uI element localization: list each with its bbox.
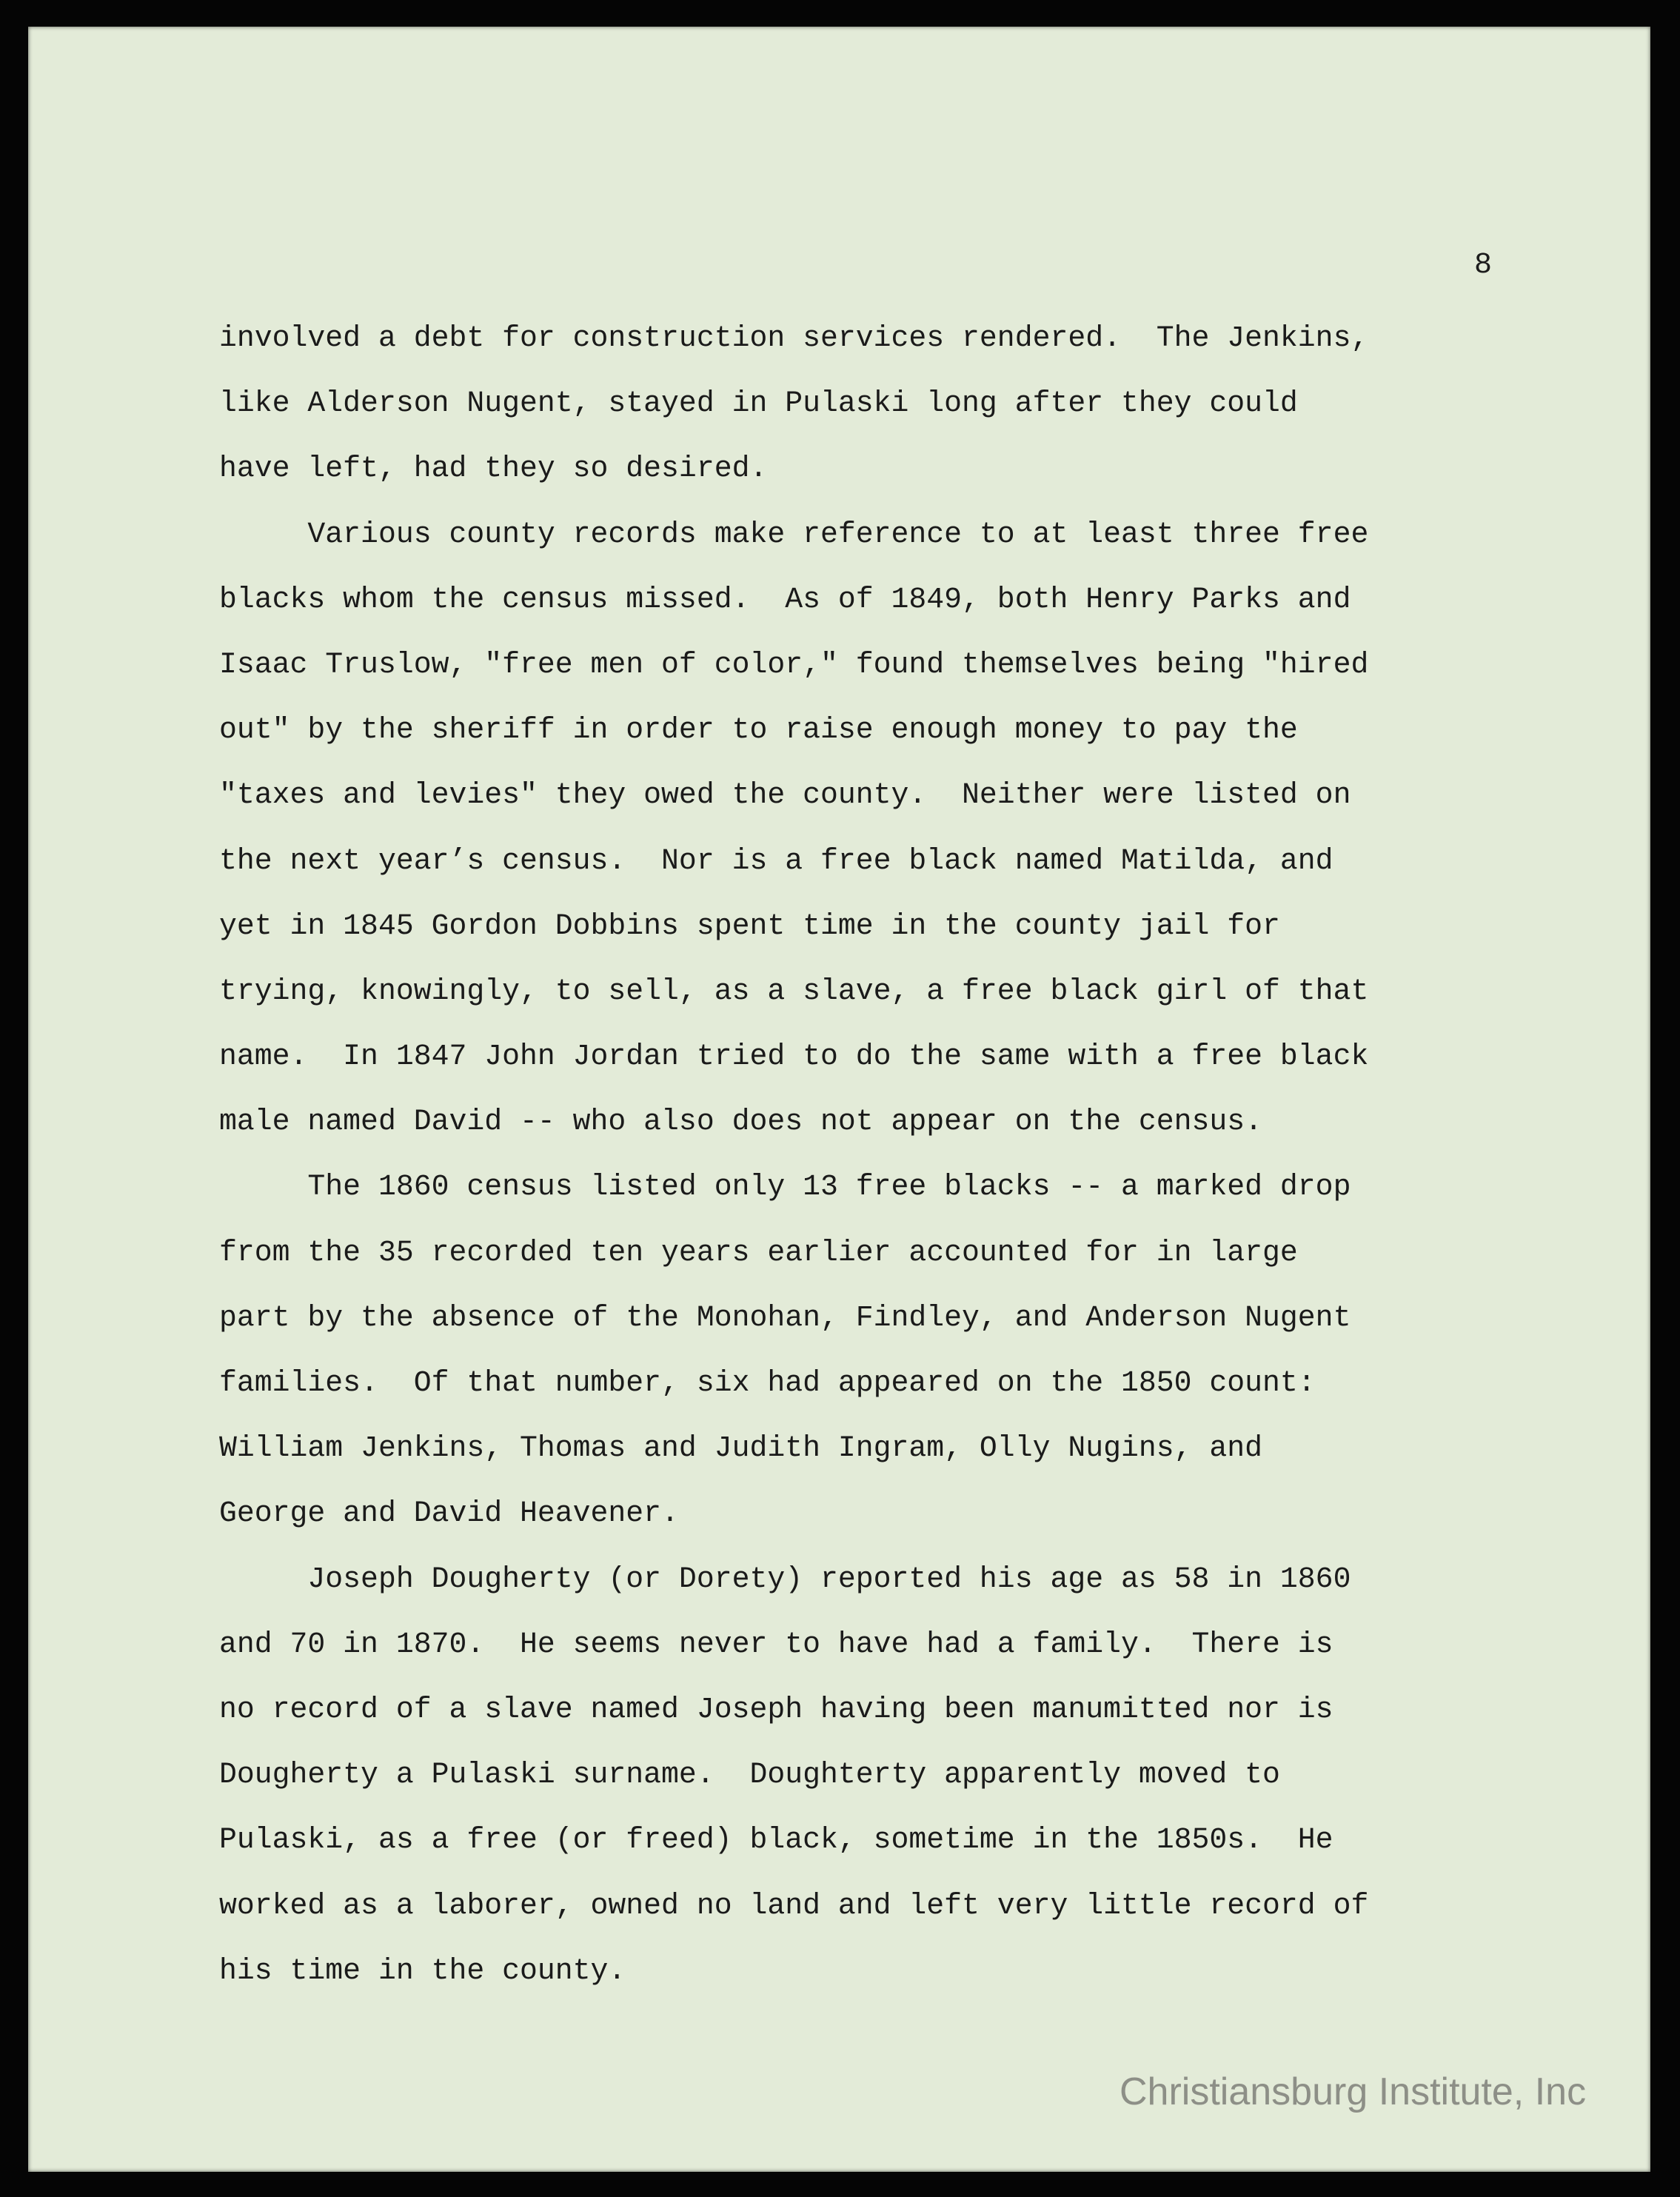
text-line: male named David -- who also does not appear on the census.	[219, 1105, 1263, 1139]
text-line: worked as a laborer, owned no land and left very little record of	[219, 1888, 1369, 1922]
text-line: name. In 1847 John Jordan tried to do the same with a free black	[219, 1040, 1369, 1074]
watermark: Christiansburg Institute, Inc	[1120, 2070, 1587, 2113]
text-line: families. Of that number, six had appeared on the 1850 count:	[219, 1366, 1316, 1400]
text-line: no record of a slave named Joseph having been manumitted nor is	[219, 1692, 1333, 1726]
page-number: 8	[1474, 249, 1493, 282]
text-line: from the 35 recorded ten years earlier accounted for in large	[219, 1235, 1298, 1269]
text-line: yet in 1845 Gordon Dobbins spent time in the county jail for	[219, 909, 1280, 943]
text-line: part by the absence of the Monohan, Findley, and Anderson Nugent	[219, 1300, 1351, 1334]
text-line: and 70 in 1870. He seems never to have had a family. There is	[219, 1627, 1333, 1661]
text-line: the next year’s census. Nor is a free black named Matilda, and	[219, 843, 1333, 877]
text-line: "taxes and levies" they owed the county. Neither were listed on	[219, 778, 1351, 812]
text-line: William Jenkins, Thomas and Judith Ingram, Olly Nugins, and	[219, 1431, 1263, 1465]
text-line: involved a debt for construction services rendered. The Jenkins,	[219, 321, 1369, 355]
text-line: out" by the sheriff in order to raise enough money to pay the	[219, 713, 1298, 747]
text-line: his time in the county.	[219, 1953, 626, 1987]
text-line: blacks whom the census missed. As of 1849, both Henry Parks and	[219, 582, 1351, 616]
text-line: Pulaski, as a free (or freed) black, sometime in the 1850s. He	[219, 1823, 1333, 1857]
text-line: Isaac Truslow, "free men of color," found themselves being "hired	[219, 647, 1369, 681]
text-line: trying, knowingly, to sell, as a slave, a free black girl of that	[219, 974, 1369, 1008]
body-text	[219, 306, 1516, 2004]
text-line: The 1860 census listed only 13 free blacks -- a marked drop	[219, 1170, 1351, 1204]
text-line: Various county records make reference to at least three free	[219, 517, 1369, 551]
text-line: George and David Heavener.	[219, 1497, 679, 1531]
document-page	[28, 27, 1650, 2172]
text-line: have left, had they so desired.	[219, 452, 768, 486]
text-line: like Alderson Nugent, stayed in Pulaski long after they could	[219, 387, 1298, 421]
text-line: Dougherty a Pulaski surname. Doughterty apparently moved to	[219, 1758, 1280, 1792]
text-line: Joseph Dougherty (or Dorety) reported his age as 58 in 1860	[219, 1562, 1351, 1596]
